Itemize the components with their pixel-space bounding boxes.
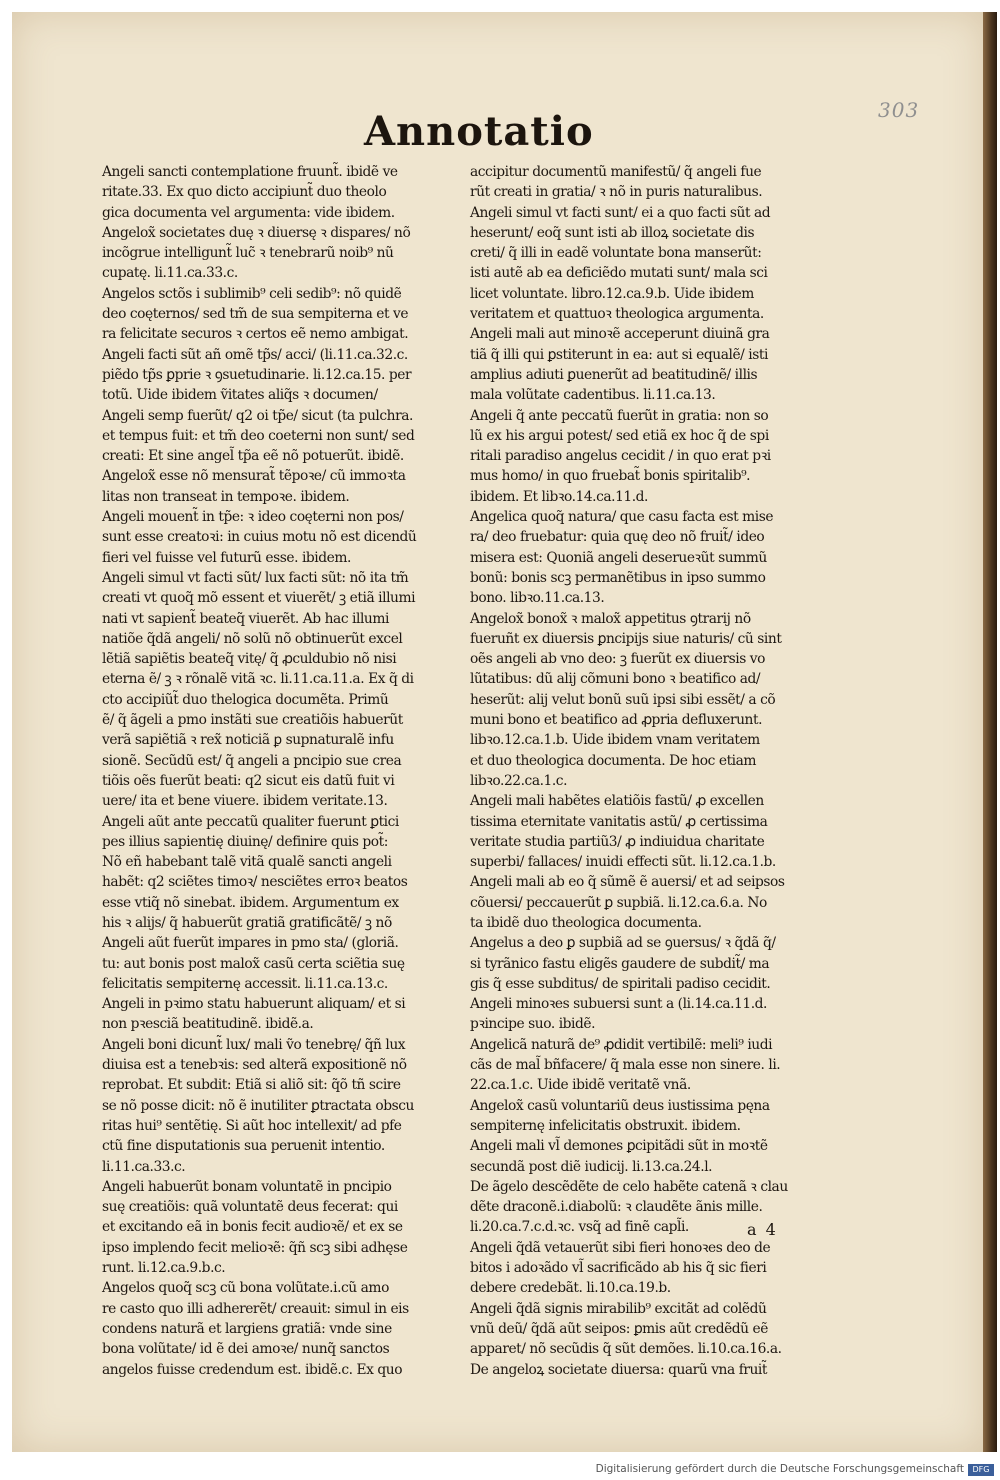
text-line: Angeli mali vl̃ demones ꝑcipitãdi sũt in moꝛtẽ <box>470 1138 768 1155</box>
text-line: fieri vel fuisse vel futurũ esse. ibidem. <box>102 549 351 566</box>
text-line: muni bono et beatifico ad ꝓpria defluxerunt. <box>470 712 763 729</box>
dfg-logo-icon: DFG <box>968 1464 994 1476</box>
text-line: gis q̃ esse subditus/ de spiritali padiso cecidit. <box>470 975 771 992</box>
text-line: libꝛo.12.ca.1.b. Uide ibidem vnam veritatem <box>470 732 760 749</box>
text-line: piẽdo tp̃s ꝑprie ꝛ ꝯsuetudinarie. li.12.ca.15. per <box>102 366 412 383</box>
text-line: mala volũtate cadentibus. li.11.ca.13. <box>470 387 716 404</box>
text-line: veritatem et quattuoꝛ theologica argumenta. <box>470 306 764 323</box>
text-line: secundã post diẽ iudicij. li.13.ca.24.l. <box>470 1158 713 1175</box>
text-line: Angeli q̃ ante peccatũ fuerũt in gratia: non so <box>470 407 769 424</box>
text-line: apparet/ nõ secũdis q̃ sũt demões. li.10.ca.16.a. <box>470 1341 782 1358</box>
text-line: non pꝛesciã beatitudinẽ. ibidẽ.a. <box>102 1016 314 1033</box>
text-line: Angelox̃ casũ voluntariũ deus iustissima pęna <box>470 1097 770 1114</box>
text-line: ipso implendo fecit melioꝛẽ: q̃ñ scꝫ sibi adhęse <box>102 1239 408 1256</box>
text-line: sempiternę infelicitatis obstruxit. ibidem. <box>470 1117 741 1134</box>
text-line: reprobat. Et subdit: Etiã si aliõ sit: q̃õ tñ scire <box>102 1077 401 1094</box>
left-column <box>102 162 452 1380</box>
text-line: natiõe q̃dã angeli/ nõ solũ nõ obtinuerũt excel <box>102 630 403 647</box>
text-line: tu: aut bonis post malox̃ casũ certa sciẽtia suę <box>102 955 405 972</box>
text-line: Nõ eñ habebant talẽ vitã qualẽ sancti angeli <box>102 854 392 871</box>
text-line: tissima eternitate vanitatis astũ/ ꝓ certissima <box>470 813 768 830</box>
text-line: Angeli aũt fuerũt impares in pmo sta/ (gloriã. <box>102 935 399 952</box>
text-line: lẽtiã sapiẽtis beateq̃ vitę/ q̃ ꝓculdubio nõ nisi <box>102 651 397 668</box>
text-line: Angeli aũt ante peccatũ qualiter fuerunt ꝑtici <box>102 813 399 830</box>
text-line: felicitatis sempiternę accessit. li.11.ca.13.c. <box>102 975 388 992</box>
text-line: pes illius sapientię diuinę/ definire quis pot̃: <box>102 833 388 850</box>
text-line: Angeli semp fuerũt/ q2 oi tp̃e/ sicut (ta pulchra. <box>102 407 413 424</box>
text-line: ibidem. Et libꝛo.14.ca.11.d. <box>470 488 648 505</box>
text-line: cto accipiũt̃ duo thelogica documẽta. Primũ <box>102 691 389 708</box>
page-title: Annotatio <box>364 108 594 155</box>
text-line: mus homo/ in quo fruebat̃ bonis spiritalib⁹. <box>470 468 751 485</box>
text-line: deo coęternos/ sed tm̃ de sua sempiterna et ve <box>102 306 409 323</box>
text-line: et tempus fuit: et tm̃ deo coeterni non sunt/ sed <box>102 427 415 444</box>
text-line: licet voluntate. libro.12.ca.9.b. Uide ibidem <box>470 285 754 302</box>
text-line: Angelox̃ societates duę ꝛ diuersę ꝛ dispares/ nõ <box>102 224 411 241</box>
text-line: De angeloꝝ societate diuersa: quarũ vna fruit̃ <box>470 1361 767 1378</box>
text-line: Angelus a deo ꝑ supbiã ad se ꝯuersus/ ꝛ q̃dã q̃/ <box>470 935 776 952</box>
text-line: De ãgelo descẽdẽte de celo habẽte catenã ꝛ clau <box>470 1178 788 1195</box>
text-line: lũtatibus: dũ alij cõmuni bono ꝛ beatifico ad/ <box>470 671 761 688</box>
text-line: si tyrãnico fastu eligẽs gaudere de subdit̃/ ma <box>470 955 770 972</box>
text-line: bona volũtate/ id ẽ dei amoꝛe/ nunq̃ sanctos <box>102 1341 390 1358</box>
text-line: Angeli simul vt facti sũt/ lux facti sũt: nõ ita tm̃ <box>102 569 409 586</box>
text-line: rũt creati in gratia/ ꝛ nõ in puris naturalibus. <box>470 184 763 201</box>
text-line: Angeli mali ab eo q̃ sũmẽ ẽ auersi/ et ad seipsos <box>470 874 785 891</box>
text-line: his ꝛ alijs/ q̃ habuerũt gratiã gratificãtẽ/ ꝫ nõ <box>102 914 392 931</box>
text-line: ritas hui⁹ sentẽtię. Si aũt hoc intellexit/ ad pfe <box>102 1117 402 1134</box>
text-line: Angeli mali aut minoꝛẽ acceperunt diuinã gra <box>470 326 770 343</box>
text-line: totũ. Uide ibidem ṽitates aliq̃s ꝛ documen/ <box>102 387 378 404</box>
text-line: Angeli simul vt facti sunt/ ei a quo facti sũt ad <box>470 204 771 221</box>
text-line: ritate.33. Ex quo dicto accipiunt̃ duo theolo <box>102 184 387 201</box>
text-line: habẽt: q2 sciẽtes timoꝛ/ nesciẽtes erroꝛ beatos <box>102 874 408 891</box>
text-line: re casto quo illi adhererẽt/ creauit: simul in eis <box>102 1300 409 1317</box>
text-line: suę creatiõis: quã voluntatẽ deus fecerat: qui <box>102 1199 398 1216</box>
text-line: bonũ: bonis scꝫ permanẽtibus in ipso summo <box>470 569 766 586</box>
text-line: Angeli sancti contemplatione fruunt̃. ibidẽ ve <box>102 164 398 180</box>
text-line: Angelox̃ esse nõ mensurat̃ tẽpoꝛe/ cũ immoꝛta <box>102 468 406 485</box>
book-page <box>12 12 985 1452</box>
text-line: cõuersi/ peccauerũt ꝑ supbiã. li.12.ca.6.a. No <box>470 894 767 911</box>
text-line: esse vtiq̃ nõ sinebat. ibidem. Argumentum ex <box>102 894 399 911</box>
signature-mark: a 4 <box>747 1220 778 1239</box>
text-line: Angelos sctõs i sublimib⁹ celi sedib⁹: nõ quidẽ <box>102 285 402 302</box>
footer-credit: Digitalisierung gefördert durch die Deutsche Forschungsgemeinschaft <box>595 1463 964 1475</box>
text-line: condens naturã et largiens gratiã: vnde sine <box>102 1320 392 1337</box>
text-line: Angeli boni dicunt̃ lux/ mali ṽo tenebrę/ q̃ñ lux <box>102 1036 406 1053</box>
text-line: Angeli q̃dã signis mirabilib⁹ excitãt ad colẽdũ <box>470 1300 767 1317</box>
text-line: Angelox̃ bonox̃ ꝛ malox̃ appetitus ꝯtrarij nõ <box>470 610 751 627</box>
text-line: et duo theologica documenta. De hoc etiam <box>470 752 757 769</box>
text-line: tiõis oẽs fuerũt beati: q2 sicut eis datũ fuit vi <box>102 772 395 789</box>
page-gutter <box>983 12 997 1452</box>
text-line: cupatę. li.11.ca.33.c. <box>102 265 238 282</box>
text-line: verã sapiẽtiã ꝛ rex̃ noticiã ꝑ supnaturalẽ infu <box>102 732 394 749</box>
text-line: 22.ca.1.c. Uide ibidẽ veritatẽ vnã. <box>470 1077 691 1094</box>
text-line: cãs de mal̃ bñfacere/ q̃ mala esse non sinere. li. <box>470 1057 781 1074</box>
text-line: Angelos quoq̃ scꝫ cũ bona volũtate.i.cũ amo <box>102 1280 389 1297</box>
folio-number: 303 <box>878 98 920 122</box>
text-line: ctũ fine disputationis sua peruenit intentio. <box>102 1138 385 1155</box>
text-line: vnũ deũ/ q̃dã aũt seipos: ꝑmis aũt credẽdũ eẽ <box>470 1320 768 1337</box>
text-line: ta ibidẽ duo theologica documenta. <box>470 914 702 931</box>
text-line: creti/ q̃ illi in eadẽ voluntate bona manserũt: <box>470 245 762 262</box>
text-line: Angeli facti sũt añ omẽ tp̃s/ acci/ (li.11.ca.32.c. <box>102 346 408 363</box>
text-line: Angeli habuerũt bonam voluntatẽ in pncipio <box>102 1178 392 1195</box>
text-line: pꝛincipe suo. ibidẽ. <box>470 1016 596 1033</box>
text-line: litas non transeat in tempoꝛe. ibidem. <box>102 488 350 505</box>
text-line: bitos i adoꝛãdo vl̃ sacrificãdo ab his q̃ sic fieri <box>470 1260 767 1277</box>
text-line: veritate studia partiũ3/ ꝓ indiuidua charitate <box>470 833 765 850</box>
text-line: creati vt quoq̃ mõ essent et viuerẽt/ ꝫ etiã illumi <box>102 590 416 607</box>
text-line: sunt esse creatoꝛi: in cuius motu nõ est dicendũ <box>102 529 417 546</box>
text-line: angelos fuisse credendum est. ibidẽ.c. Ex quo <box>102 1361 403 1378</box>
text-line: libꝛo.22.ca.1.c. <box>470 772 568 789</box>
text-line: ritali paradiso angelus cecidit / in quo erat pꝛi <box>470 448 771 465</box>
text-line: Angeli mali habẽtes elatiõis fastũ/ ꝓ excellen <box>470 793 764 810</box>
text-line: creati: Et sine angel̃ tp̃a eẽ nõ potuerũt. ibidẽ. <box>102 448 404 465</box>
text-line: misera est: Quoniã angeli deserueꝛũt summũ <box>470 549 767 566</box>
text-line: Angeli minoꝛes subuersi sunt a (li.14.ca.11.d. <box>470 996 767 1013</box>
text-line: superbi/ fallaces/ inuidi effecti sũt. li.12.ca.1.b. <box>470 854 776 871</box>
text-line: oẽs angeli ab vno deo: ꝫ fuerũt ex diuersis vo <box>470 651 765 668</box>
text-line: ra/ deo fruebatur: quia quę deo nõ fruit̃/ ideo <box>470 529 765 546</box>
text-line: li.20.ca.7.c.d.ꝛc. vsq̃ ad finẽ capl̃i. <box>470 1219 689 1236</box>
text-line: accipitur documentũ manifestũ/ q̃ angeli fue <box>470 164 762 180</box>
text-line: ra felicitate securos ꝛ certos eẽ nemo ambigat. <box>102 326 409 343</box>
right-column <box>470 162 810 1380</box>
text-line: sionẽ. Secũdũ est/ q̃ angeli a pncipio sue crea <box>102 752 402 769</box>
text-line: isti autẽ ab ea deficiẽdo mutati sunt/ mala sci <box>470 265 768 282</box>
text-line: li.11.ca.33.c. <box>102 1158 186 1175</box>
text-line: Angeli in pꝛimo statu habuerunt aliquam/ et si <box>102 996 406 1013</box>
text-line: Angelicã naturã de⁹ ꝓdidit vertibilẽ: meli⁹ iudi <box>470 1036 773 1053</box>
text-line: tiã q̃ illi qui ꝑstiterunt in ea: aut si equalẽ/ isti <box>470 346 768 363</box>
footer-bar <box>0 1462 1000 1480</box>
text-line: diuisa est a tenebꝛis: sed alterã expositionẽ nõ <box>102 1057 407 1074</box>
text-line: incõgrue intelligunt̃ luc̃ ꝛ tenebrarũ noib⁹ nũ <box>102 245 394 262</box>
text-line: Angeli mouent̃ in tp̃e: ꝛ ideo coęterni non pos/ <box>102 509 404 526</box>
text-line: eterna ẽ/ ꝫ ꝛ rõnalẽ vitã ꝛc. li.11.ca.11.a. Ex q̃ di <box>102 671 414 688</box>
text-line: amplius adiuti ꝑuenerũt ad beatitudinẽ/ illis <box>470 366 758 383</box>
text-line: lũ ex his argui potest/ sed etiã ex hoc q̃ de spi <box>470 427 769 444</box>
text-line: Angelica quoq̃ natura/ que casu facta est mise <box>470 509 774 526</box>
text-line: debere credebãt. li.10.ca.19.b. <box>470 1280 671 1297</box>
text-line: bono. libꝛo.11.ca.13. <box>470 590 605 607</box>
text-line: se nõ posse dicit: nõ ẽ inutiliter ꝑtractata obscu <box>102 1097 414 1114</box>
text-line: heserũt: alij velut bonũ suũ ipsi sibi essẽt/ a cõ <box>470 691 776 708</box>
text-line: uere/ ita et bene viuere. ibidem veritate.13. <box>102 793 388 810</box>
text-line: runt. li.12.ca.9.b.c. <box>102 1260 226 1277</box>
text-line: et excitando eã in bonis fecit audioꝛẽ/ et ex se <box>102 1219 403 1236</box>
text-line: nati vt sapient̃ beateq̃ viuerẽt. Ab hac illumi <box>102 610 389 627</box>
text-line: ẽ/ q̃ ãgeli a pmo instãti sue creatiõis habuerũt <box>102 712 403 729</box>
text-line: dẽte draconẽ.i.diabolũ: ꝛ claudẽte ãnis mille. <box>470 1199 763 1216</box>
text-line: heserunt/ eoq̃ sunt isti ab illoꝝ societate dis <box>470 224 755 241</box>
text-line: gica documenta vel argumenta: vide ibidem. <box>102 204 395 221</box>
text-line: Angeli q̃dã vetauerũt sibi fieri honoꝛes deo de <box>470 1239 771 1256</box>
text-line: fueruñt ex diuersis ꝑncipijs siue naturis/ cũ sint <box>470 630 782 647</box>
